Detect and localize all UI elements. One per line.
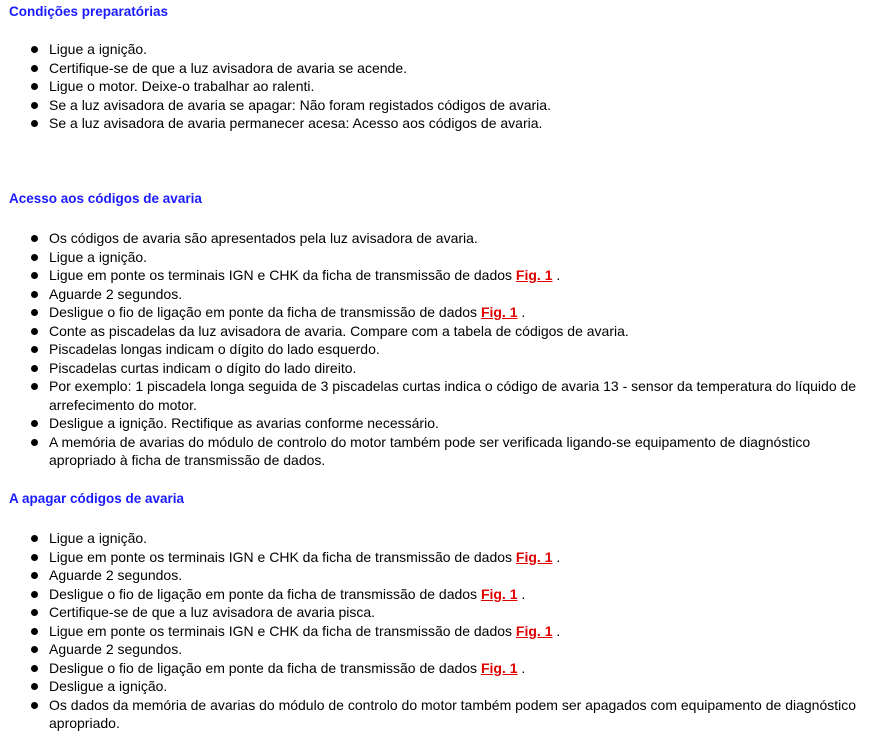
bullet-list: [0, 40, 860, 133]
list-item: [0, 285, 860, 304]
item-text: Ligue o motor. Deixe-o trabalhar ao ralenti.: [49, 78, 315, 94]
item-text: Se a luz avisadora de avaria se apagar: Não foram registados códigos de avaria.: [49, 96, 551, 113]
list-item: [0, 566, 860, 585]
item-suffix: .: [552, 548, 561, 565]
figure-link[interactable]: Fig. 1: [480, 304, 518, 320]
item-text: A memória de avarias do módulo de controlo do motor também pode ser verificada ligando-se equipamento de diagnóstico apropriado à ficha de transmissão de dados.: [49, 433, 811, 468]
list-item: [0, 359, 860, 378]
item-text: Aguarde 2 segundos.: [49, 641, 183, 657]
figure-link[interactable]: Fig. 1: [515, 267, 553, 283]
list-item: [0, 303, 860, 322]
item-suffix: .: [517, 659, 526, 676]
figure-link[interactable]: Fig. 1: [480, 659, 518, 676]
figure-link[interactable]: Fig. 1: [515, 622, 553, 639]
item-text: Aguarde 2 segundos.: [49, 285, 183, 302]
list-item: [0, 622, 860, 641]
section-heading: A apagar códigos de avaria: [9, 491, 185, 506]
list-item: [0, 114, 860, 133]
item-suffix: .: [552, 267, 561, 283]
item-text: Ligue em ponte os terminais IGN e CHK da ficha de transmissão de dados: [49, 548, 516, 565]
item-text: Desligue o fio de ligação em ponte da ficha de transmissão de dados: [49, 659, 481, 676]
list-item: [0, 603, 860, 622]
list-item: [0, 433, 860, 470]
list-item: [0, 77, 860, 96]
item-text: Os códigos de avaria são apresentados pela luz avisadora de avaria.: [49, 230, 478, 246]
bullet-list: [0, 229, 860, 470]
list-item: [0, 548, 860, 567]
item-text: Por exemplo: 1 piscadela longa seguida de 3 piscadelas curtas indica o código de avaria 13 - sensor da temperatura do líquido de arrefecimento do motor.: [49, 378, 857, 413]
list-item: [0, 248, 860, 267]
item-text: Conte as piscadelas da luz avisadora de avaria. Compare com a tabela de códigos de avaria.: [49, 322, 629, 339]
item-text: Ligue em ponte os terminais IGN e CHK da ficha de transmissão de dados: [49, 622, 516, 639]
list-item: [0, 377, 860, 414]
item-suffix: .: [517, 585, 526, 602]
item-text: Desligue a ignição.: [49, 678, 168, 694]
list-item: [0, 659, 860, 678]
item-text: Desligue a ignição. Rectifique as avarias conforme necessário.: [49, 415, 439, 431]
section-heading: Condições preparatórias: [9, 4, 169, 19]
item-text: Desligue o fio de ligação em ponte da ficha de transmissão de dados: [49, 585, 481, 602]
item-text: Desligue o fio de ligação em ponte da ficha de transmissão de dados: [49, 304, 481, 320]
item-suffix: .: [552, 622, 561, 639]
list-item: [0, 414, 860, 433]
section-heading: Acesso aos códigos de avaria: [9, 191, 202, 206]
list-item: [0, 696, 860, 733]
item-text: Ligue a ignição.: [49, 41, 148, 57]
item-suffix: .: [517, 304, 526, 320]
item-text: Certifique-se de que a luz avisadora de avaria se acende.: [49, 59, 407, 76]
list-item: [0, 59, 860, 78]
list-item: [0, 96, 860, 115]
figure-link[interactable]: Fig. 1: [480, 585, 518, 602]
item-text: Os dados da memória de avarias do módulo de controlo do motor também podem ser apagados com equipamento de diagnóstico apropriado.: [49, 696, 857, 731]
list-item: [0, 585, 860, 604]
list-item: [0, 340, 860, 359]
list-item: [0, 322, 860, 341]
list-item: [0, 640, 860, 659]
list-item: [0, 229, 860, 248]
figure-link[interactable]: Fig. 1: [515, 548, 553, 565]
list-item: [0, 677, 860, 696]
list-item: [0, 529, 860, 548]
list-item: [0, 266, 860, 285]
item-text: Ligue a ignição.: [49, 248, 148, 265]
item-text: Piscadelas longas indicam o dígito do lado esquerdo.: [49, 341, 380, 357]
item-text: Ligue em ponte os terminais IGN e CHK da ficha de transmissão de dados: [49, 267, 516, 283]
item-text: Se a luz avisadora de avaria permanecer acesa: Acesso aos códigos de avaria.: [49, 115, 543, 131]
list-item: [0, 40, 860, 59]
bullet-list: [0, 529, 860, 733]
item-text: Aguarde 2 segundos.: [49, 567, 183, 583]
item-text: Piscadelas curtas indicam o dígito do lado direito.: [49, 359, 357, 376]
item-text: Certifique-se de que a luz avisadora de avaria pisca.: [49, 604, 376, 620]
item-text: Ligue a ignição.: [49, 530, 148, 546]
